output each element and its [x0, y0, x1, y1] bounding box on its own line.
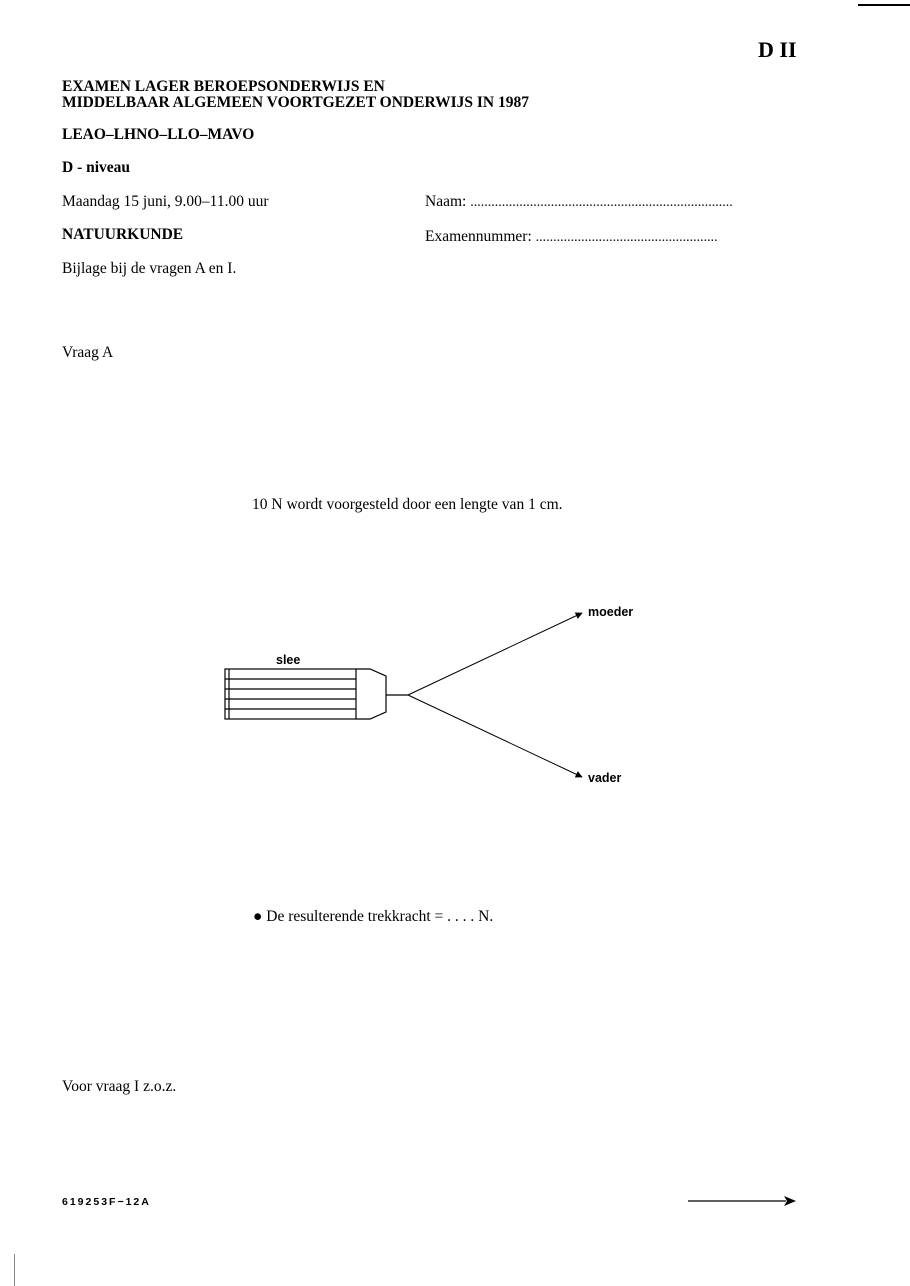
- result-text: De resulterende trekkracht = . . . . N.: [266, 908, 494, 925]
- exam-level: D - niveau: [62, 159, 131, 176]
- mother-force-vector: [408, 613, 582, 695]
- father-force-vector: [408, 695, 582, 777]
- school-types: LEAO–LHNO–LLO–MAVO: [62, 126, 255, 143]
- name-field[interactable]: [425, 193, 733, 211]
- exam-title-line1: EXAMEN LAGER BEROEPSONDERWIJS EN: [62, 78, 385, 95]
- father-label: vader: [588, 771, 622, 785]
- result-line: [253, 908, 493, 926]
- exam-title-line2: MIDDELBAAR ALGEMEEN VOORTGEZET ONDERWIJS IN 1987: [62, 94, 529, 111]
- attachment-note: Bijlage bij de vragen A en I.: [62, 260, 237, 277]
- exam-number-blank[interactable]: ....................................................: [535, 230, 718, 245]
- next-question-note: Voor vraag I z.o.z.: [62, 1078, 177, 1095]
- exam-number-field[interactable]: [425, 228, 718, 246]
- scale-note: 10 N wordt voorgesteld door een lengte van 1 cm.: [252, 496, 563, 513]
- bullet-icon: ●: [253, 908, 263, 925]
- document-code: 619253F−12A: [62, 1196, 151, 1208]
- exam-number-label: Examennummer:: [425, 228, 532, 245]
- name-label: Naam:: [425, 193, 467, 210]
- sled-label: slee: [276, 653, 301, 667]
- name-blank[interactable]: ...........................................................................: [470, 195, 733, 210]
- exam-subject: NATUURKUNDE: [62, 226, 184, 243]
- exam-date: Maandag 15 juni, 9.00–11.00 uur: [62, 193, 269, 210]
- force-diagram: [200, 590, 660, 800]
- mother-label: moeder: [588, 605, 634, 619]
- top-edge-mark: [858, 4, 910, 6]
- sled-shape: [225, 669, 408, 719]
- exam-code: D II: [758, 37, 797, 62]
- left-edge-mark: [14, 1254, 15, 1286]
- question-label: Vraag A: [62, 344, 114, 361]
- right-arrow-icon: [688, 1193, 800, 1209]
